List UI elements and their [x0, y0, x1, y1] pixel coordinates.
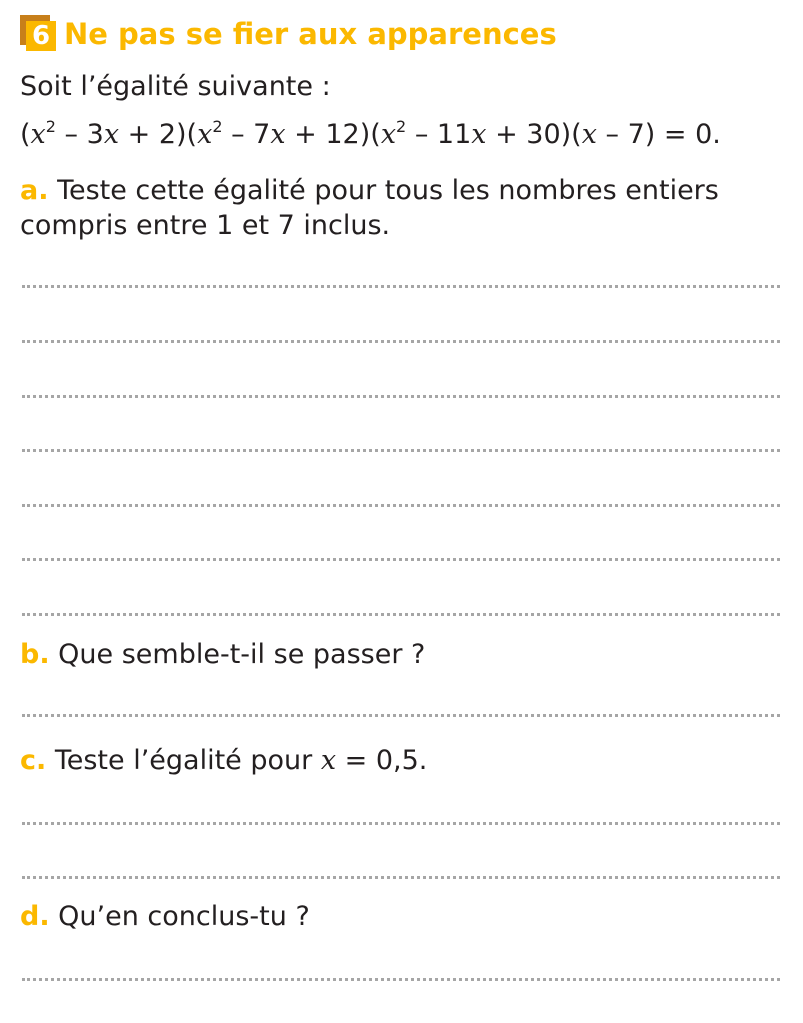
question-c	[20, 744, 427, 778]
eq-part: + 12)(	[285, 119, 381, 150]
question-letter-b: b.	[20, 639, 50, 670]
equation	[20, 118, 721, 152]
exercise-number: 6	[26, 21, 56, 51]
question-c-variable: x	[320, 745, 337, 776]
eq-variable: x	[380, 119, 397, 150]
eq-part: – 7) = 0.	[596, 119, 721, 150]
exercise-title: Ne pas se fier aux apparences	[64, 17, 557, 51]
eq-variable: x	[581, 119, 597, 150]
eq-variable: x	[471, 119, 487, 150]
question-b	[20, 638, 425, 672]
eq-part: – 7	[222, 119, 271, 150]
eq-part: (	[20, 119, 31, 150]
answer-line[interactable]	[22, 876, 780, 879]
answer-line[interactable]	[22, 285, 780, 288]
eq-part: + 30)(	[486, 119, 582, 150]
eq-variable: x	[30, 119, 46, 150]
question-d-text: Qu’en conclus-tu ?	[49, 901, 310, 932]
exercise-number-badge	[20, 15, 56, 53]
answer-line[interactable]	[22, 449, 780, 452]
answer-line[interactable]	[22, 822, 780, 825]
question-b-text: Que semble-t-il se passer ?	[49, 639, 426, 670]
eq-variable: x	[103, 119, 120, 150]
eq-part: + 2)(	[119, 119, 198, 150]
question-d	[20, 900, 310, 934]
question-a-line1: Teste cette égalité pour tous les nombres entiers	[48, 175, 719, 206]
answer-line[interactable]	[22, 395, 780, 398]
eq-exponent: 2	[45, 117, 56, 136]
intro-text: Soit l’égalité suivante :	[20, 71, 331, 102]
answer-line[interactable]	[22, 504, 780, 507]
question-a	[20, 174, 719, 208]
question-letter-a: a.	[20, 175, 49, 206]
question-a-line2: compris entre 1 et 7 inclus.	[20, 210, 391, 241]
eq-exponent: 2	[396, 117, 407, 136]
answer-line[interactable]	[22, 340, 780, 343]
eq-variable: x	[197, 119, 213, 150]
eq-exponent: 2	[212, 117, 223, 136]
eq-part: – 3	[55, 119, 104, 150]
exercise-header	[20, 14, 557, 54]
answer-line[interactable]	[22, 978, 780, 981]
question-c-text: Teste l’égalité pour	[46, 745, 321, 776]
question-c-value: = 0,5.	[336, 745, 428, 776]
question-letter-c: c.	[20, 745, 47, 776]
eq-variable: x	[270, 119, 286, 150]
eq-part: – 11	[406, 119, 472, 150]
answer-line[interactable]	[22, 613, 780, 616]
question-letter-d: d.	[20, 901, 50, 932]
answer-line[interactable]	[22, 714, 780, 717]
answer-line[interactable]	[22, 558, 780, 561]
